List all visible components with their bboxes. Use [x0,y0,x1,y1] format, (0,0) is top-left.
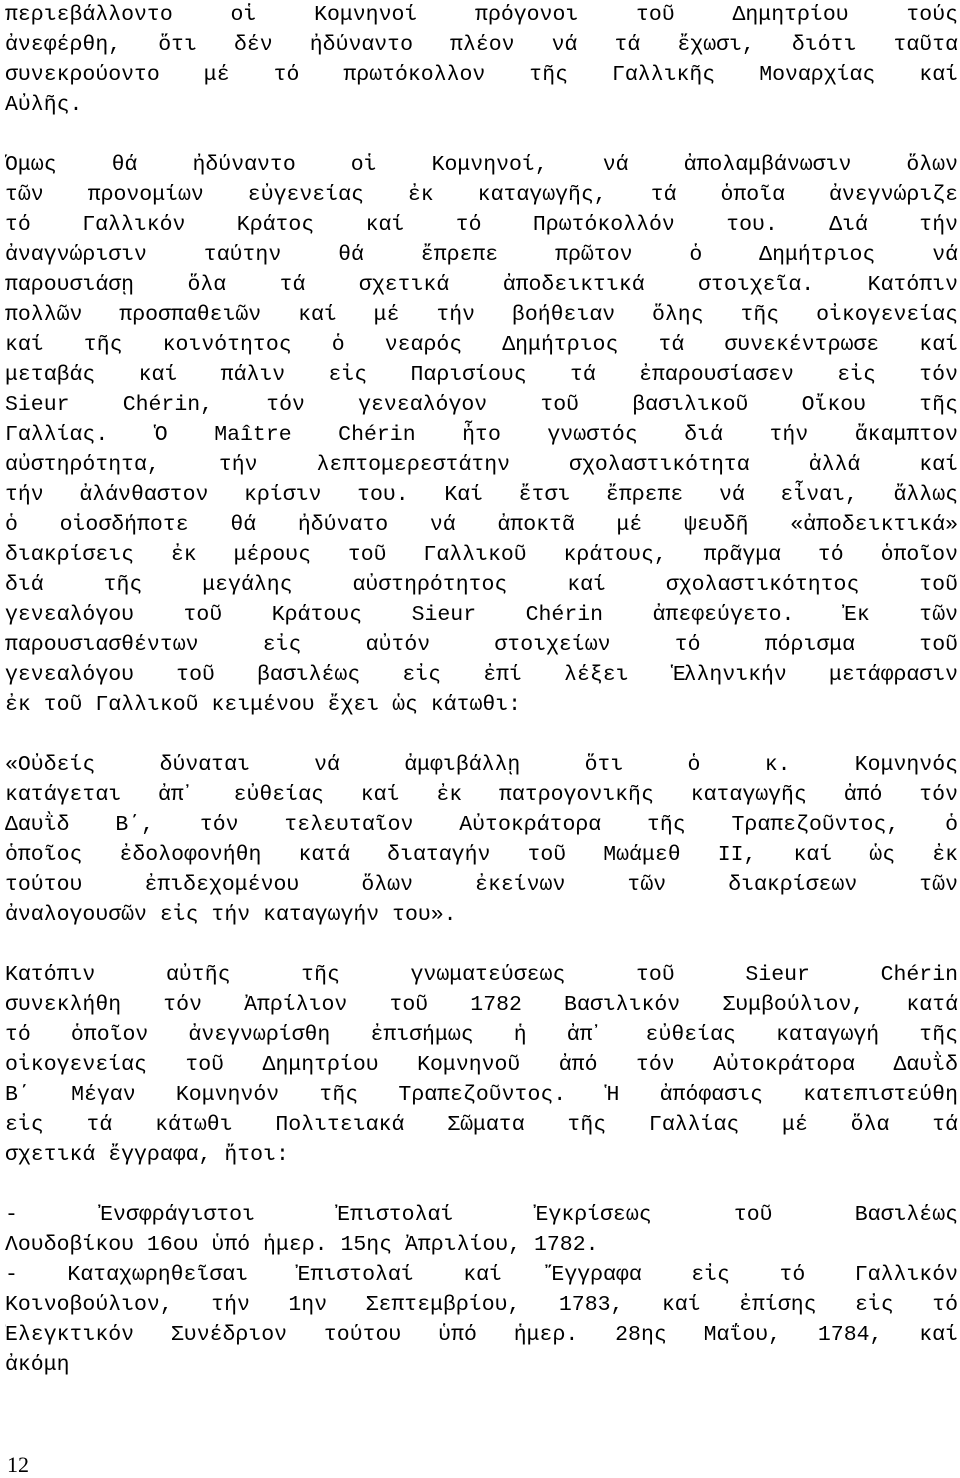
text-line: παρουσιάσῃ ὅλα τά σχετικά ἀποδεικτικά στοιχεῖα. Κατόπιν [5,273,958,297]
text-line: συνεκρούοντο μέ τό πρωτόκολλον τῆς Γαλλικῆς Μοναρχίας καί [5,63,958,87]
text-line: Γαλλίας. Ὁ Maître Chérin ἦτο γνωστός διά τήν ἄκαμπτον [5,423,958,447]
text-line: κατάγεται ἀπ᾽ εὐθείας καί ἐκ πατρογονικῆς καταγωγῆς ἀπό τόν [5,783,958,807]
text-line: γενεαλόγου τοῦ Κράτους Sieur Chérin ἀπεφεύγετο. Ἐκ τῶν [5,603,958,627]
text-line: εἰς τά κάτωθι Πολιτειακά Σῶματα τῆς Γαλλίας μέ ὅλα τά [5,1113,958,1137]
text-line: ἐκ τοῦ Γαλλικοῦ κειμένου ἔχει ὡς κάτωθι: [5,693,522,717]
text-line: σχετικά ἔγγραφα, ἤτοι: [5,1143,289,1167]
text-line: συνεκλήθη τόν Ἀπρίλιον τοῦ 1782 Βασιλικόν Συμβούλιον, κατά [5,993,958,1017]
text-line: Αὐλῆς. [5,93,83,117]
text-line: διά τῆς μεγάλης αὐστηρότητος καί σχολαστικότητος τοῦ [5,573,958,597]
text-line: πολλῶν προσπαθειῶν καί μέ τήν βοήθειαν ὅλης τῆς οἰκογενείας [5,303,958,327]
text-line: καί τῆς κοινότητος ὁ νεαρός Δημήτριος τά συνεκέντρωσε καί [5,333,958,357]
page-number: 12 [7,1452,29,1477]
quote-genealogist-verdict [5,750,958,930]
paragraph-ancestors-privileges [5,0,958,120]
text-line: ἀνεφέρθη, ὅτι δέν ἠδύναντο πλέον νά τά ἔχωσι, διότι ταῦτα [5,33,958,57]
text-line: - Ἐνσφράγιστοι Ἐπιστολαί Ἐγκρίσεως τοῦ Βασιλέως [5,1203,958,1227]
text-line: Κοινοβούλιον, τήν 1ην Σεπτεμβρίου, 1783, καί ἐπίσης εἰς τό [5,1293,958,1317]
text-line: τούτου ἐπιδεχομένου ὅλων ἐκείνων τῶν διακρίσεων τῶν [5,873,958,897]
text-line: Δαυῒδ Β΄, τόν τελευταῖον Αὐτοκράτορα τῆς Τραπεζοῦντος, ὁ [5,813,958,837]
text-line: τό ὁποῖον ἀνεγνωρίσθη ἐπισήμως ἡ ἀπ᾽ εὐθείας καταγωγή τῆς [5,1023,958,1047]
text-line: οἰκογενείας τοῦ Δημητρίου Κομνηνοῦ ἀπό τόν Αὐτοκράτορα Δαυῒδ [5,1053,958,1077]
text-line: Ἐλεγκτικόν Συνέδριον τούτου ὑπό ἡμερ. 28ης Μαΐου, 1784, καί [5,1323,958,1347]
text-line: «Οὐδείς δύναται νά ἀμφιβάλλῃ ὅτι ὁ κ. Κομνηνός [5,753,958,777]
text-line: Sieur Chérin, τόν γενεαλόγον τοῦ βασιλικοῦ Οἴκου τῆς [5,393,958,417]
text-line: ἀναλογουσῶν εἰς τήν καταγωγήν του». [5,903,457,927]
text-line: περιεβάλλοντο οἱ Κομνηνοί πρόγονοι τοῦ Δημητρίου τούς [5,3,958,27]
paragraph-cherin-verification [5,150,958,720]
text-line: διακρίσεις ἐκ μέρους τοῦ Γαλλικοῦ κράτους, πρᾶγμα τό ὁποῖον [5,543,958,567]
text-line: τό Γαλλικόν Κράτος καί τό Πρωτόκολλόν του. Διά τήν [5,213,958,237]
paragraph-royal-council [5,960,958,1170]
text-line: ἀναγνώρισιν ταύτην θά ἔπρεπε πρῶτον ὁ Δημήτριος νά [5,243,958,267]
list-documents [5,1200,958,1380]
text-line: τήν ἀλάνθαστον κρίσιν του. Καί ἔτσι ἔπρεπε νά εἶναι, ἄλλως [5,483,958,507]
text-line: ὁ οἱοσδήποτε θά ἠδύνατο νά ἀποκτᾶ μέ ψευδῆ «ἀποδεικτικά» [5,513,958,537]
text-line: Λουδοβίκου 16ου ὑπό ἡμερ. 15ης Ἀπριλίου, 1782. [5,1233,599,1257]
text-line: Ὅμως θά ἠδύναντο οἱ Κομνηνοί, νά ἀπολαμβάνωσιν ὅλων [5,153,958,177]
text-line: Β΄ Μέγαν Κομνηνόν τῆς Τραπεζοῦντος. Ἡ ἀπόφασις κατεπιστεύθη [5,1083,958,1107]
text-line: Κατόπιν αὐτῆς τῆς γνωματεύσεως τοῦ Sieur Chérin [5,963,958,987]
text-line: γενεαλόγου τοῦ βασιλέως εἰς ἐπί λέξει Ἑλληνικήν μετάφρασιν [5,663,958,687]
text-line: - Καταχωρηθεῖσαι Ἐπιστολαί καί Ἔγγραφα εἰς τό Γαλλικόν [5,1263,958,1287]
text-line: ὁποῖος ἐδολοφονήθη κατά διαταγήν τοῦ Μωάμεθ ΙΙ, καί ὡς ἐκ [5,843,958,867]
text-line: παρουσιασθέντων εἰς αὐτόν στοιχείων τό πόρισμα τοῦ [5,633,958,657]
text-line: ἀκόμη [5,1353,70,1377]
text-line: μεταβάς καί πάλιν εἰς Παρισίους τά ἐπαρουσίασεν εἰς τόν [5,363,958,387]
text-line: τῶν προνομίων εὐγενείας ἐκ καταγωγῆς, τά ὁποῖα ἀνεγνώριζε [5,183,958,207]
text-line: αὐστηρότητα, τήν λεπτομερεστάτην σχολαστικότητα ἀλλά καί [5,453,958,477]
